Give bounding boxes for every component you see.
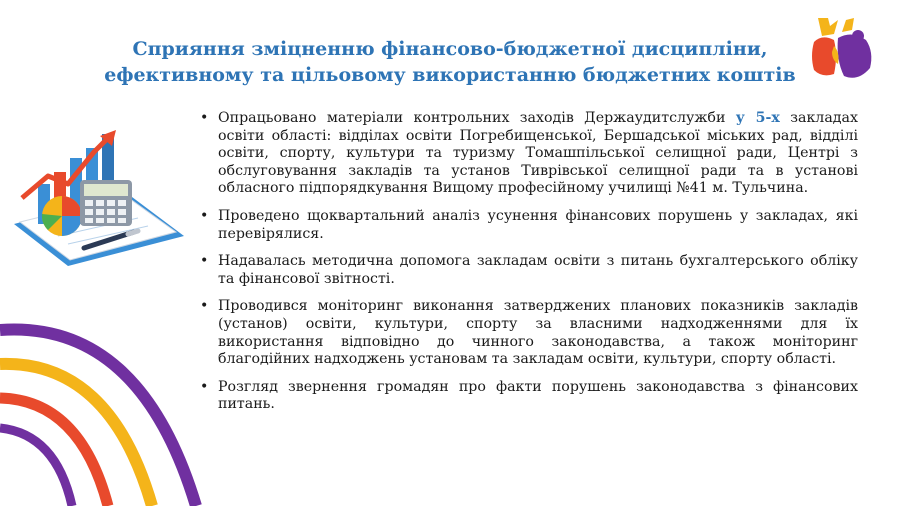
- bullet-text: Надавалась методична допомога закладам освіти з питань бухгалтерського обліку та фінансової звітності.: [218, 253, 858, 287]
- list-item: [198, 379, 858, 414]
- title-line-1: Сприяння зміцненню фінансово-бюджетної дисципліни,: [132, 38, 768, 60]
- content-area: [198, 110, 858, 424]
- bullet-dot: •: [200, 253, 209, 270]
- decorative-arcs: [0, 300, 210, 506]
- logo-icon: [808, 16, 880, 86]
- bullet-dot: •: [200, 298, 209, 315]
- bullet-text: Проводився моніторинг виконання затверджених планових показників закладів (установ) освіти, культури, спорту за власними надходженнями для їх використання відповідно до чинного законодавства, а також моніторинг благодійних надходжень установам та закладам освіти, культури, спорту області.: [218, 298, 858, 368]
- bullet-text: Розгляд звернення громадян про факти порушень законодавства з фінансових питань.: [218, 378, 858, 413]
- list-item: [198, 208, 858, 243]
- list-item: [198, 253, 858, 288]
- finance-illustration-icon: [8, 128, 188, 268]
- title-line-2: ефективному та цільовому використанню бюджетних коштів: [104, 64, 796, 86]
- bullet-list: [198, 110, 858, 414]
- slide-title: [60, 36, 840, 88]
- highlight-text: у 5-х: [735, 110, 780, 126]
- bullet-dot: •: [200, 378, 209, 395]
- bullet-dot: •: [200, 110, 209, 126]
- list-item: [198, 110, 858, 198]
- bullet-text: Опрацьовано матеріали контрольних заходів Держаудитслужби: [218, 110, 736, 126]
- bullet-dot: •: [200, 207, 209, 224]
- bullet-text-cont: закладах освіти області: відділах освіти Погребищенської, Бершадської міських рад, відділі освіти, спорту, культури та туризму Томашпільської селищної ради, Центрі з обслуговування закладів та установ Тиврівської селищної ради та в установі обласного підпорядкування Вищому професійному училищі №41 м. Тульчина.: [218, 110, 858, 197]
- list-item: [198, 298, 858, 368]
- bullet-text: Проведено щоквартальний аналіз усунення фінансових порушень у закладах, які перевірялися.: [218, 207, 858, 242]
